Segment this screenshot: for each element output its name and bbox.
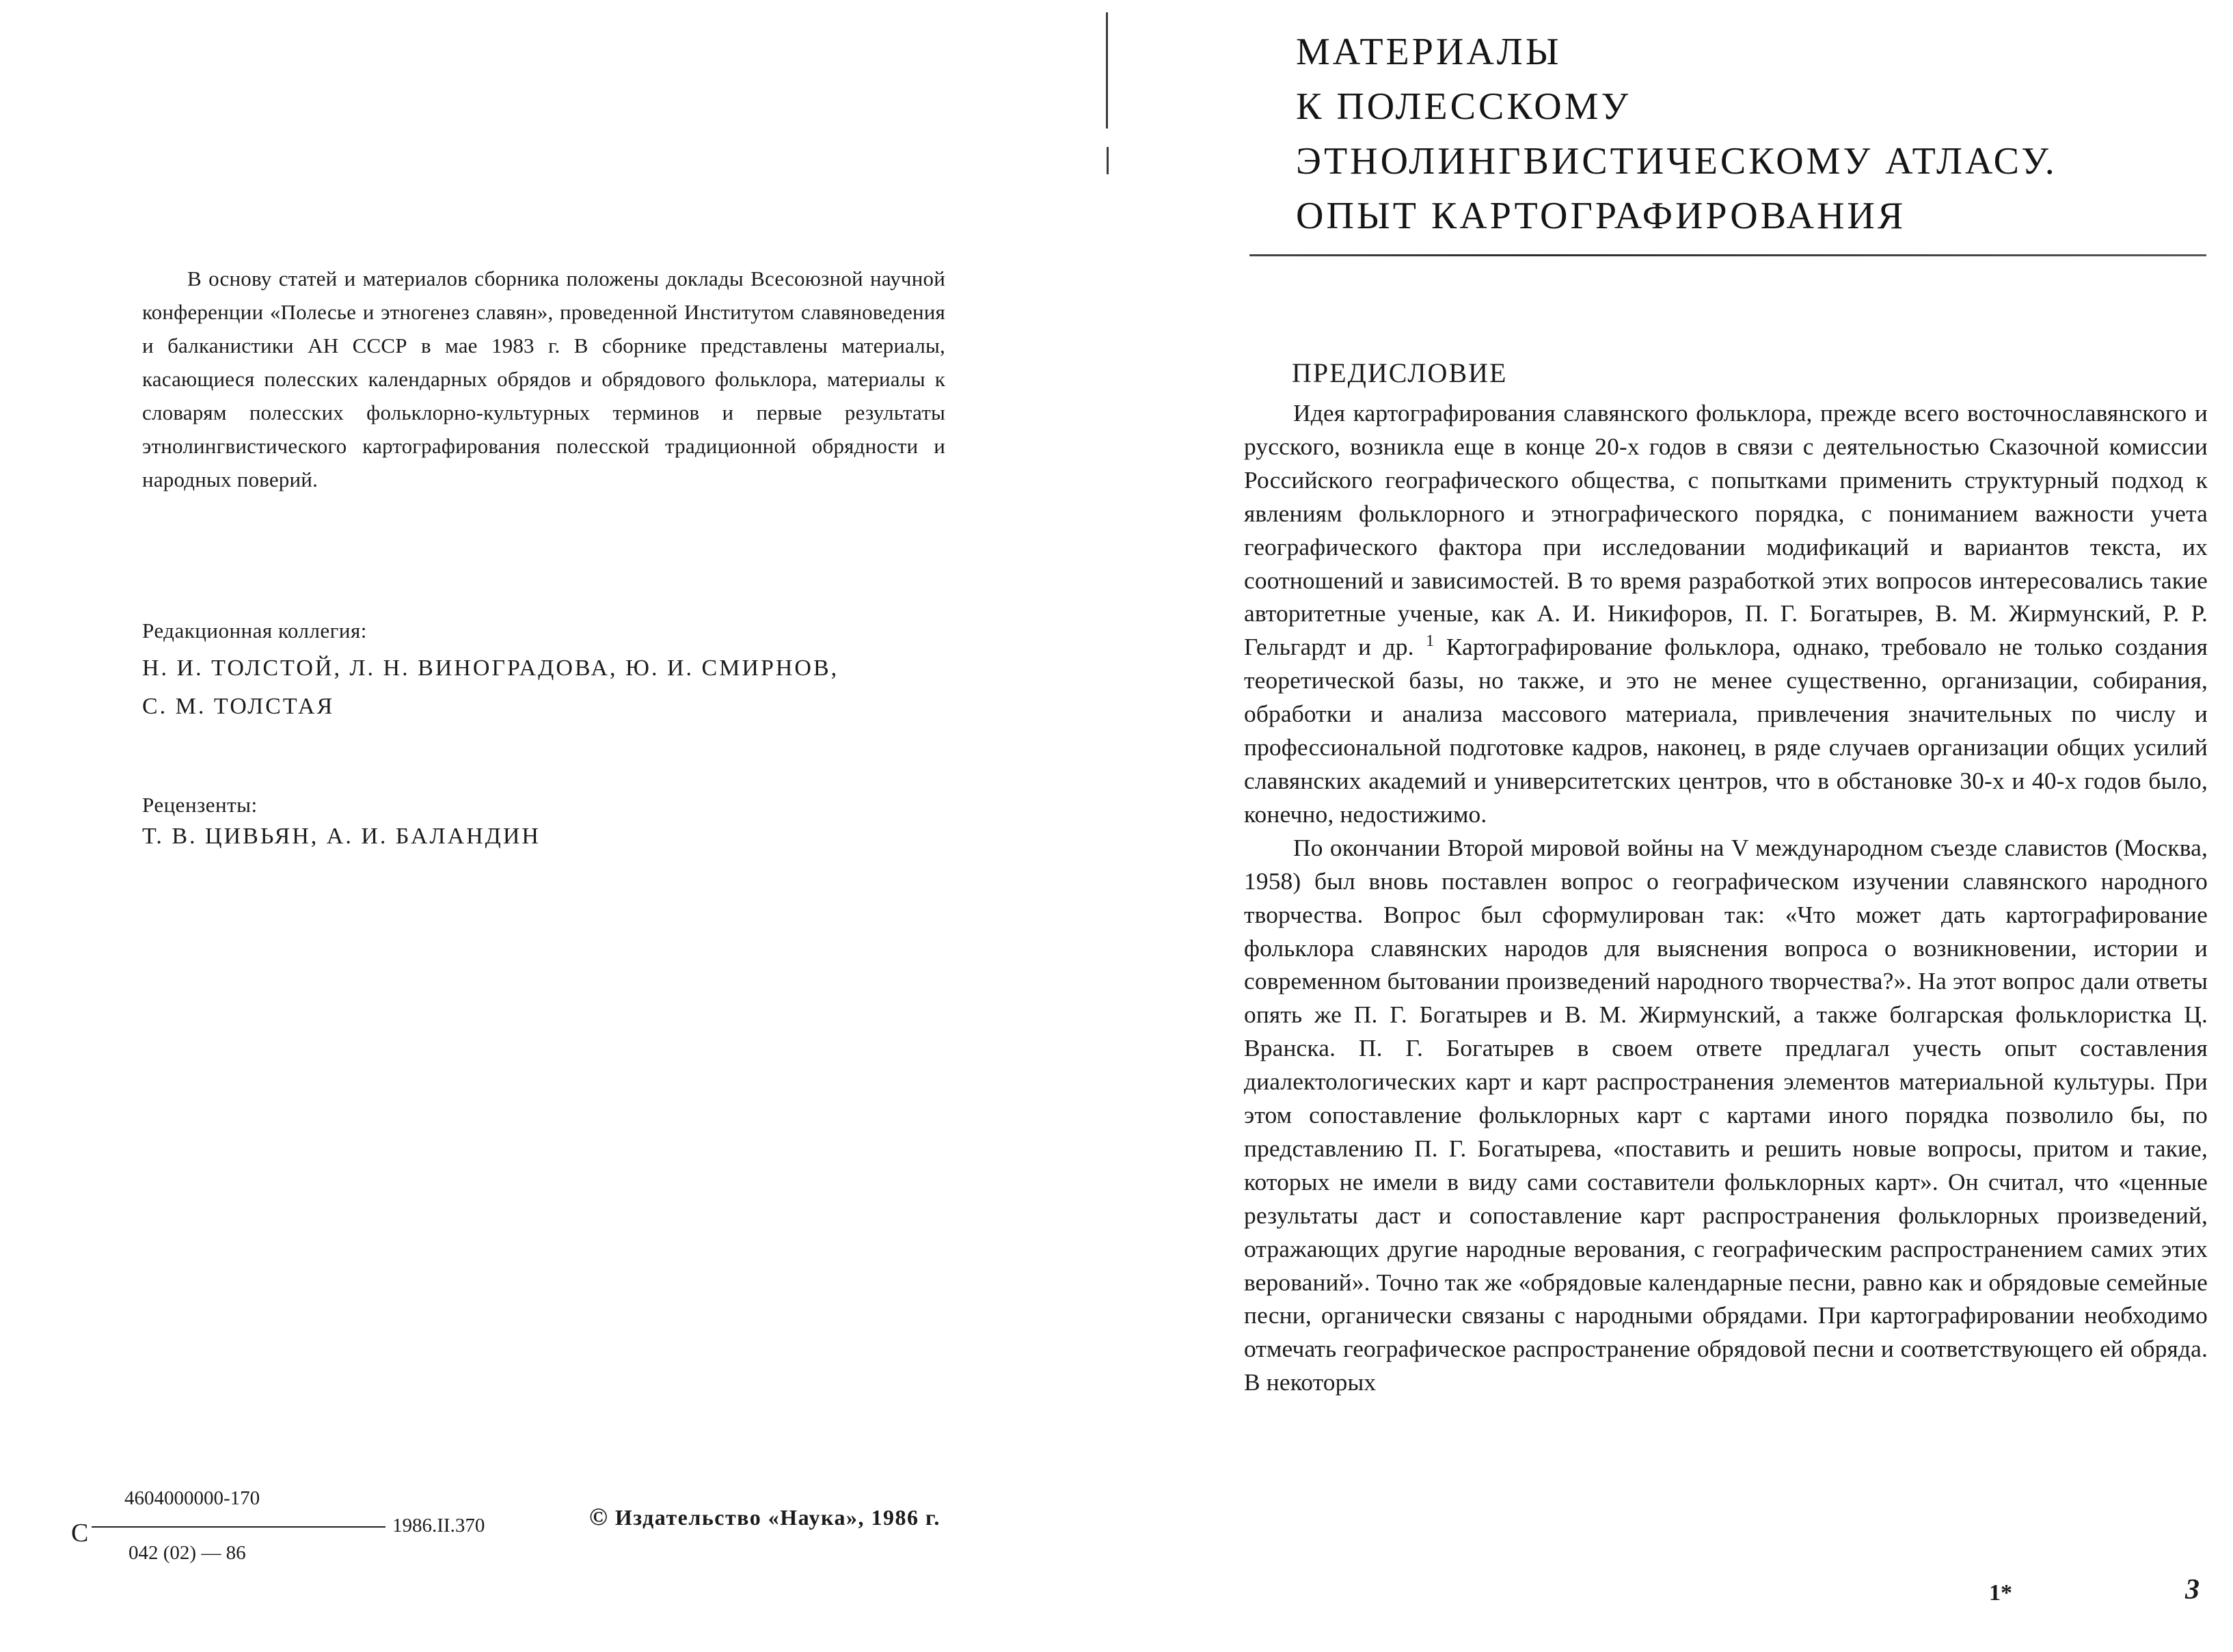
publication-imprint [71, 1487, 485, 1576]
preface-body [1244, 396, 2208, 1399]
annotation-text: В основу статей и материалов сборника положены доклады Всесоюзной научной конференции «Полесье и этногенез славян», проведенной Институтом славяноведения и балканистики АН СССР в мае 1983 г. В сборнике представлены материалы, касающиеся полесских календарных обрядов и обрядового фольклора, материалы к словарям полесских фольклорно-культурных терминов и первые результаты этнолингвистического картографирования полесской традиционной обрядности и народных поверий. [142, 267, 945, 491]
imprint-denominator: 042 (02) — 86 [128, 1542, 246, 1564]
imprint-numerator: 4604000000-170 [124, 1487, 260, 1509]
title-line: ОПЫТ КАРТОГРАФИРОВАНИЯ [1296, 195, 1906, 237]
paragraph-2: По окончании Второй мировой войны на V международном съезде славистов (Москва, 1958) был вновь поставлен вопрос о географическом изучении славянского народного творчества. Вопрос был сформулирован так: «Что может дать картографирование фольклора славянских народов для выяснения вопроса о возникновении, истории и современном бытовании произведений народного творчества?». На этот вопрос дали ответы опять же П. Г. Богатырев и В. М. Жирмунский, а также болгарская фольклористка Ц. Вранска. П. Г. Богатырев в своем ответе предлагал учесть опыт составления диалектологических карт и карт распространения элементов материальной культуры. При этом сопоставление фольклорных карт с картами иного порядка позволило бы, по представлению П. Г. Богатырева, «поставить и решить новые вопросы, притом и такие, которых не имели в виду сами составители фольклорных карт». Он считал, что «ценные результаты даст и сопоставление карт распространения фольклорных произведений, отражающих другие народные верования, с географическим распространением самих этих верований». Точно так же «обрядовые календарные песни, равно как и обрядовые семейные песни, органически связаны с народными обрядами. При картографировании необходимо отмечать географическое распространение обрядовой песни и соответствующего ей обряда. В некоторых [1244, 833, 2208, 1396]
title-line: ЭТНОЛИНГВИСТИЧЕСКОМУ АТЛАСУ. [1296, 140, 2057, 182]
page-number: 3 [2185, 1574, 2200, 1606]
paragraph-1 [1244, 396, 2208, 831]
paragraph-1-part-b: Картографирование фольклора, однако, требовало не только создания теоретической базы, но также, и это не менее существенно, организации, собирания, обработки и анализа массового материала, привлечения значительных по числу и профессиональной подготовке кадров, наконец, в ряде случаев организации общих усилий славянских академий и университетских центров, что в обстановке 30-х и 40-х годов было, конечно, недостижимо. [1244, 633, 2208, 828]
paragraph-1-part-a: Идея картографирования славянского фольклора, прежде всего восточнославянского и русского, возникла еще в конце 20-х годов в связи с деятельностью Сказочной комиссии Российского географического общества, с попытками применить структурный подход к явлениям фольклорного и этнографического порядка, с пониманием важности учета географического фактора при исследовании модификаций и вариантов текста, их соотношений и зависимостей. В то время разработкой этих вопросов интересовались такие авторитетные ученые, как А. И. Никифоров, П. Г. Богатырев, В. М. Жирмунский, Р. Р. Гельгардт и др. [1244, 399, 2208, 661]
editorial-board-line: Н. И. ТОЛСТОЙ, Л. Н. ВИНОГРАДОВА, Ю. И. СМИРНОВ, [142, 655, 839, 681]
copyright-line [589, 1502, 940, 1531]
title-divider [1249, 254, 2206, 256]
annotation-block [142, 262, 945, 496]
section-heading: ПРЕДИСЛОВИЕ [1292, 357, 1508, 388]
editorial-board-names [142, 649, 962, 726]
copyright-icon: © [589, 1503, 609, 1530]
right-page [1107, 0, 2233, 1652]
title-line: К ПОЛЕССКОМУ [1296, 85, 1632, 128]
book-title [1296, 25, 2057, 243]
editorial-board-line: С. М. ТОЛСТАЯ [142, 694, 335, 719]
signature-mark: 1* [1989, 1580, 2012, 1606]
imprint-fraction-line [92, 1526, 385, 1528]
footnote-reference: 1 [1426, 632, 1435, 651]
reviewers-label: Рецензенты: [142, 793, 258, 817]
left-page [0, 0, 1107, 1652]
imprint-code: 1986.II.370 [392, 1515, 485, 1536]
reviewers-names: Т. В. ЦИВЬЯН, А. И. БАЛАНДИН [142, 824, 541, 849]
imprint-letter: С [71, 1519, 89, 1547]
editorial-board-label: Редакционная коллегия: [142, 619, 367, 642]
title-line: МАТЕРИАЛЫ [1296, 31, 1562, 73]
copyright-text: Издательство «Наука», 1986 г. [614, 1505, 940, 1530]
